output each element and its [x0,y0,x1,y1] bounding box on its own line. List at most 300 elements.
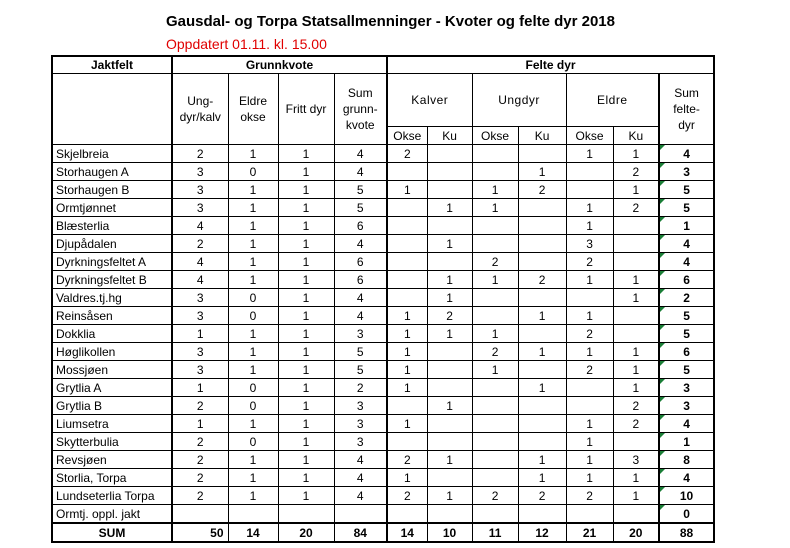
cell-ungdyr-okse: 2 [472,253,518,271]
sum-felte-value: 4 [683,236,690,251]
cell-kalver-ku [427,163,472,181]
sum-felte-value: 1 [683,218,690,233]
cell-fritt-dyr: 1 [278,235,334,253]
cell-eldre-okse: 0 [228,379,278,397]
cell-sum-felte [659,235,714,253]
comment-marker [660,307,665,312]
cell-fritt-dyr: 1 [278,271,334,289]
table-row [52,343,714,361]
cell-sum-felte [659,325,714,343]
table-row [52,487,714,505]
cell-eldre-ku: 1 [613,343,659,361]
cell-sum-felte [659,181,714,199]
cell-sum-grunnkvote: 6 [334,271,387,289]
cell-kalver-okse: 2 [387,487,427,505]
cell-sum-felte [659,307,714,325]
cell-eldre-okse-f: 3 [566,235,613,253]
table-row [52,271,714,289]
quota-table [51,55,715,543]
header-ungdyr-okse: Okse [472,127,518,145]
cell-eldre-ku: 1 [613,145,659,163]
cell-eldre-okse-f: 1 [566,145,613,163]
cell-sum-grunnkvote: 5 [334,199,387,217]
cell-eldre-ku [613,505,659,524]
cell-ungdyr-okse: 2 [472,487,518,505]
comment-marker [660,379,665,384]
comment-marker [660,433,665,438]
cell-fritt-dyr: 1 [278,163,334,181]
sum-sum-grunnkvote: 84 [334,523,387,542]
cell-eldre-ku: 1 [613,289,659,307]
cell-sum-felte [659,199,714,217]
cell-sum-felte [659,289,714,307]
cell-ungdyr-ku: 1 [518,451,566,469]
cell-sum-felte [659,217,714,235]
sum-felte-value: 5 [683,362,690,377]
comment-marker [660,343,665,348]
jaktfelt-name: Reinsåsen [52,307,172,325]
cell-kalver-ku: 1 [427,325,472,343]
table-row [52,181,714,199]
cell-sum-felte [659,433,714,451]
cell-kalver-ku [427,505,472,524]
cell-eldre-ku [613,253,659,271]
cell-eldre-okse: 1 [228,487,278,505]
table-row [52,433,714,451]
cell-ungdyr-ku [518,361,566,379]
sum-felte-value: 5 [683,308,690,323]
cell-eldre-okse: 1 [228,415,278,433]
table-row [52,307,714,325]
cell-eldre-okse-f: 1 [566,433,613,451]
cell-ungdyr-kalv: 1 [172,379,228,397]
cell-ungdyr-kalv: 2 [172,451,228,469]
cell-eldre-okse: 0 [228,163,278,181]
table-row [52,379,714,397]
sum-felte-value: 8 [683,452,690,467]
cell-eldre-okse: 1 [228,181,278,199]
cell-eldre-okse-f [566,379,613,397]
cell-fritt-dyr: 1 [278,253,334,271]
cell-sum-grunnkvote [334,505,387,524]
cell-kalver-okse [387,289,427,307]
cell-eldre-okse: 0 [228,397,278,415]
header-sum-grunnkvote: Sum grunn- kvote [334,74,387,145]
cell-ungdyr-ku [518,289,566,307]
sum-ungdyr-kalv: 50 [172,523,228,542]
comment-marker [660,217,665,222]
cell-eldre-ku [613,433,659,451]
cell-fritt-dyr: 1 [278,451,334,469]
cell-kalver-ku [427,415,472,433]
cell-kalver-okse: 1 [387,469,427,487]
cell-sum-grunnkvote: 4 [334,451,387,469]
sum-felte-value: 2 [683,290,690,305]
comment-marker [660,505,665,510]
cell-sum-grunnkvote: 6 [334,253,387,271]
cell-sum-grunnkvote: 4 [334,307,387,325]
table-row [52,361,714,379]
cell-sum-grunnkvote: 4 [334,469,387,487]
cell-ungdyr-ku: 1 [518,163,566,181]
sum-felte-value: 3 [683,398,690,413]
cell-kalver-ku: 1 [427,487,472,505]
cell-eldre-ku: 1 [613,181,659,199]
cell-eldre-ku: 1 [613,361,659,379]
cell-ungdyr-ku: 1 [518,307,566,325]
cell-eldre-okse: 1 [228,217,278,235]
table-row [52,217,714,235]
comment-marker [660,361,665,366]
cell-sum-felte [659,343,714,361]
cell-ungdyr-kalv: 3 [172,199,228,217]
sum-felte-value: 6 [683,344,690,359]
sum-label: SUM [52,523,172,542]
sum-eldre-okse: 14 [228,523,278,542]
jaktfelt-name: Grytlia A [52,379,172,397]
sum-ungdyr-ku: 12 [518,523,566,542]
sum-ungdyr-okse: 11 [472,523,518,542]
header-eldre: Eldre [566,74,659,127]
sum-felte-value: 4 [683,254,690,269]
table-row [52,505,714,524]
cell-eldre-okse: 0 [228,289,278,307]
cell-sum-felte [659,379,714,397]
cell-eldre-okse: 0 [228,307,278,325]
cell-kalver-ku [427,379,472,397]
cell-sum-felte [659,361,714,379]
cell-ungdyr-ku: 1 [518,343,566,361]
cell-ungdyr-kalv: 3 [172,289,228,307]
cell-ungdyr-kalv: 2 [172,145,228,163]
header-fritt-dyr: Fritt dyr [278,74,334,145]
table-row [52,469,714,487]
cell-ungdyr-ku [518,433,566,451]
cell-kalver-ku: 2 [427,307,472,325]
header-eldre-ku: Ku [613,127,659,145]
header-ungdyr-ku: Ku [518,127,566,145]
cell-eldre-okse [228,505,278,524]
comment-marker [660,181,665,186]
jaktfelt-name: Revsjøen [52,451,172,469]
cell-fritt-dyr: 1 [278,397,334,415]
cell-ungdyr-kalv: 2 [172,397,228,415]
cell-sum-grunnkvote: 4 [334,487,387,505]
cell-sum-felte [659,397,714,415]
cell-fritt-dyr: 1 [278,361,334,379]
cell-kalver-okse: 1 [387,415,427,433]
header-eldre-okse-felt: Okse [566,127,613,145]
cell-eldre-okse: 1 [228,271,278,289]
cell-ungdyr-okse [472,397,518,415]
cell-kalver-ku [427,343,472,361]
header-sum-felte-dyr: Sum felte- dyr [659,74,714,145]
cell-ungdyr-kalv: 3 [172,307,228,325]
cell-sum-grunnkvote: 4 [334,145,387,163]
sum-eldre-okse-f: 21 [566,523,613,542]
sum-felte-value: 3 [683,164,690,179]
table-row [52,235,714,253]
sum-felte-value: 4 [683,470,690,485]
cell-kalver-ku [427,361,472,379]
cell-kalver-ku: 1 [427,235,472,253]
header-eldre-okse: Eldre okse [228,74,278,145]
cell-ungdyr-kalv: 4 [172,253,228,271]
cell-eldre-okse-f: 1 [566,469,613,487]
cell-ungdyr-okse [472,505,518,524]
cell-kalver-okse [387,505,427,524]
cell-kalver-ku: 1 [427,289,472,307]
sum-felte-value: 10 [679,488,694,503]
cell-ungdyr-okse [472,469,518,487]
cell-kalver-ku [427,181,472,199]
cell-sum-felte [659,505,714,524]
cell-eldre-okse-f: 2 [566,253,613,271]
cell-eldre-okse-f [566,289,613,307]
sum-felte-value: 5 [683,182,690,197]
cell-fritt-dyr [278,505,334,524]
cell-sum-grunnkvote: 4 [334,163,387,181]
cell-sum-felte [659,163,714,181]
table-row [52,199,714,217]
cell-eldre-okse-f: 1 [566,271,613,289]
cell-fritt-dyr: 1 [278,307,334,325]
cell-ungdyr-okse [472,451,518,469]
cell-ungdyr-kalv: 1 [172,415,228,433]
updated-timestamp: Oppdatert 01.11. kl. 15.00 [166,36,327,52]
comment-marker [660,145,665,150]
table-row [52,415,714,433]
table-row [52,325,714,343]
header-kalver-ku: Ku [427,127,472,145]
cell-ungdyr-okse [472,307,518,325]
cell-eldre-ku: 2 [613,163,659,181]
cell-kalver-okse: 1 [387,343,427,361]
cell-ungdyr-kalv: 3 [172,181,228,199]
table-row [52,451,714,469]
cell-kalver-ku [427,253,472,271]
cell-ungdyr-ku [518,199,566,217]
cell-ungdyr-kalv [172,505,228,524]
cell-ungdyr-okse [472,145,518,163]
cell-eldre-okse-f: 1 [566,307,613,325]
cell-eldre-ku: 3 [613,451,659,469]
cell-eldre-ku [613,307,659,325]
cell-ungdyr-ku: 2 [518,487,566,505]
cell-eldre-okse: 1 [228,145,278,163]
header-kalver-okse: Okse [387,127,427,145]
cell-ungdyr-kalv: 3 [172,163,228,181]
cell-eldre-okse: 1 [228,361,278,379]
cell-ungdyr-kalv: 2 [172,433,228,451]
jaktfelt-name: Høglikollen [52,343,172,361]
cell-sum-grunnkvote: 2 [334,379,387,397]
cell-kalver-ku [427,145,472,163]
header-ungdyr: Ungdyr [472,74,566,127]
cell-eldre-okse-f [566,505,613,524]
cell-sum-grunnkvote: 3 [334,415,387,433]
cell-fritt-dyr: 1 [278,325,334,343]
cell-ungdyr-ku [518,217,566,235]
header-blank [52,74,172,145]
cell-eldre-okse: 0 [228,433,278,451]
cell-ungdyr-okse [472,433,518,451]
cell-ungdyr-okse: 1 [472,325,518,343]
cell-sum-grunnkvote: 4 [334,235,387,253]
cell-eldre-okse: 1 [228,451,278,469]
header-ungdyr-kalv: Ung- dyr/kalv [172,74,228,145]
cell-sum-grunnkvote: 4 [334,289,387,307]
cell-sum-grunnkvote: 5 [334,361,387,379]
cell-kalver-ku [427,217,472,235]
cell-kalver-okse: 1 [387,379,427,397]
cell-kalver-okse: 1 [387,181,427,199]
cell-ungdyr-ku: 1 [518,469,566,487]
cell-kalver-ku [427,433,472,451]
sum-sum-felte: 88 [659,523,714,542]
jaktfelt-name: Dyrkningsfeltet A [52,253,172,271]
jaktfelt-name: Storhaugen A [52,163,172,181]
cell-ungdyr-ku: 2 [518,181,566,199]
jaktfelt-name: Skjelbreia [52,145,172,163]
cell-ungdyr-ku [518,253,566,271]
jaktfelt-name: Valdres.tj.hg [52,289,172,307]
sum-kalver-okse: 14 [387,523,427,542]
cell-eldre-okse: 1 [228,235,278,253]
table-row [52,145,714,163]
cell-ungdyr-kalv: 4 [172,217,228,235]
jaktfelt-name: Mossjøen [52,361,172,379]
cell-eldre-okse-f: 2 [566,325,613,343]
cell-ungdyr-ku [518,505,566,524]
cell-ungdyr-ku [518,325,566,343]
header-grunnkvote: Grunnkvote [172,56,387,74]
cell-ungdyr-okse: 1 [472,181,518,199]
cell-eldre-ku [613,325,659,343]
table-row [52,163,714,181]
sum-felte-value: 3 [683,380,690,395]
cell-eldre-okse: 1 [228,199,278,217]
jaktfelt-name: Ormtjønnet [52,199,172,217]
cell-ungdyr-okse [472,379,518,397]
cell-eldre-okse: 1 [228,469,278,487]
table-row [52,289,714,307]
cell-kalver-okse: 2 [387,451,427,469]
jaktfelt-name: Dyrkningsfeltet B [52,271,172,289]
jaktfelt-name: Lundseterlia Torpa [52,487,172,505]
sum-felte-value: 5 [683,326,690,341]
comment-marker [660,469,665,474]
cell-kalver-okse [387,397,427,415]
cell-ungdyr-okse [472,217,518,235]
cell-eldre-ku: 1 [613,487,659,505]
cell-ungdyr-ku [518,145,566,163]
cell-sum-felte [659,469,714,487]
cell-eldre-okse-f [566,181,613,199]
cell-sum-grunnkvote: 3 [334,433,387,451]
sum-felte-value: 5 [683,200,690,215]
cell-ungdyr-kalv: 4 [172,271,228,289]
comment-marker [660,199,665,204]
cell-ungdyr-ku [518,235,566,253]
comment-marker [660,253,665,258]
comment-marker [660,289,665,294]
cell-eldre-ku: 1 [613,271,659,289]
jaktfelt-name: Grytlia B [52,397,172,415]
cell-fritt-dyr: 1 [278,181,334,199]
jaktfelt-name: Liumsetra [52,415,172,433]
cell-sum-felte [659,451,714,469]
cell-ungdyr-kalv: 2 [172,235,228,253]
cell-eldre-okse: 1 [228,343,278,361]
cell-fritt-dyr: 1 [278,469,334,487]
cell-ungdyr-okse: 1 [472,361,518,379]
cell-sum-felte [659,145,714,163]
jaktfelt-name: Storhaugen B [52,181,172,199]
cell-ungdyr-kalv: 2 [172,487,228,505]
table-row [52,253,714,271]
cell-eldre-ku: 1 [613,469,659,487]
cell-kalver-okse [387,217,427,235]
comment-marker [660,451,665,456]
cell-sum-grunnkvote: 3 [334,325,387,343]
cell-sum-grunnkvote: 3 [334,397,387,415]
cell-ungdyr-okse: 1 [472,271,518,289]
sum-kalver-ku: 10 [427,523,472,542]
cell-kalver-okse [387,235,427,253]
cell-eldre-ku: 2 [613,199,659,217]
cell-eldre-ku: 2 [613,397,659,415]
cell-ungdyr-okse [472,163,518,181]
cell-ungdyr-okse: 1 [472,199,518,217]
cell-sum-felte [659,415,714,433]
comment-marker [660,397,665,402]
cell-eldre-okse-f: 1 [566,199,613,217]
comment-marker [660,487,665,492]
cell-sum-grunnkvote: 6 [334,217,387,235]
cell-kalver-ku [427,469,472,487]
cell-ungdyr-okse [472,415,518,433]
cell-eldre-okse-f: 1 [566,343,613,361]
cell-eldre-ku: 2 [613,415,659,433]
cell-sum-grunnkvote: 5 [334,181,387,199]
cell-fritt-dyr: 1 [278,433,334,451]
cell-fritt-dyr: 1 [278,199,334,217]
cell-kalver-okse: 1 [387,325,427,343]
cell-eldre-ku [613,217,659,235]
cell-kalver-okse: 2 [387,145,427,163]
header-felte-dyr: Felte dyr [387,56,714,74]
cell-eldre-okse-f [566,163,613,181]
cell-kalver-ku: 1 [427,451,472,469]
cell-ungdyr-kalv: 3 [172,343,228,361]
cell-kalver-okse: 1 [387,361,427,379]
cell-ungdyr-ku: 1 [518,379,566,397]
cell-eldre-okse-f: 1 [566,415,613,433]
cell-ungdyr-okse [472,289,518,307]
jaktfelt-name: Blæsterlia [52,217,172,235]
cell-eldre-ku: 1 [613,379,659,397]
cell-kalver-okse [387,271,427,289]
cell-kalver-okse [387,163,427,181]
cell-kalver-okse: 1 [387,307,427,325]
cell-sum-felte [659,487,714,505]
cell-ungdyr-ku [518,397,566,415]
cell-eldre-okse-f [566,397,613,415]
comment-marker [660,235,665,240]
cell-ungdyr-kalv: 2 [172,469,228,487]
jaktfelt-name: Dokklia [52,325,172,343]
